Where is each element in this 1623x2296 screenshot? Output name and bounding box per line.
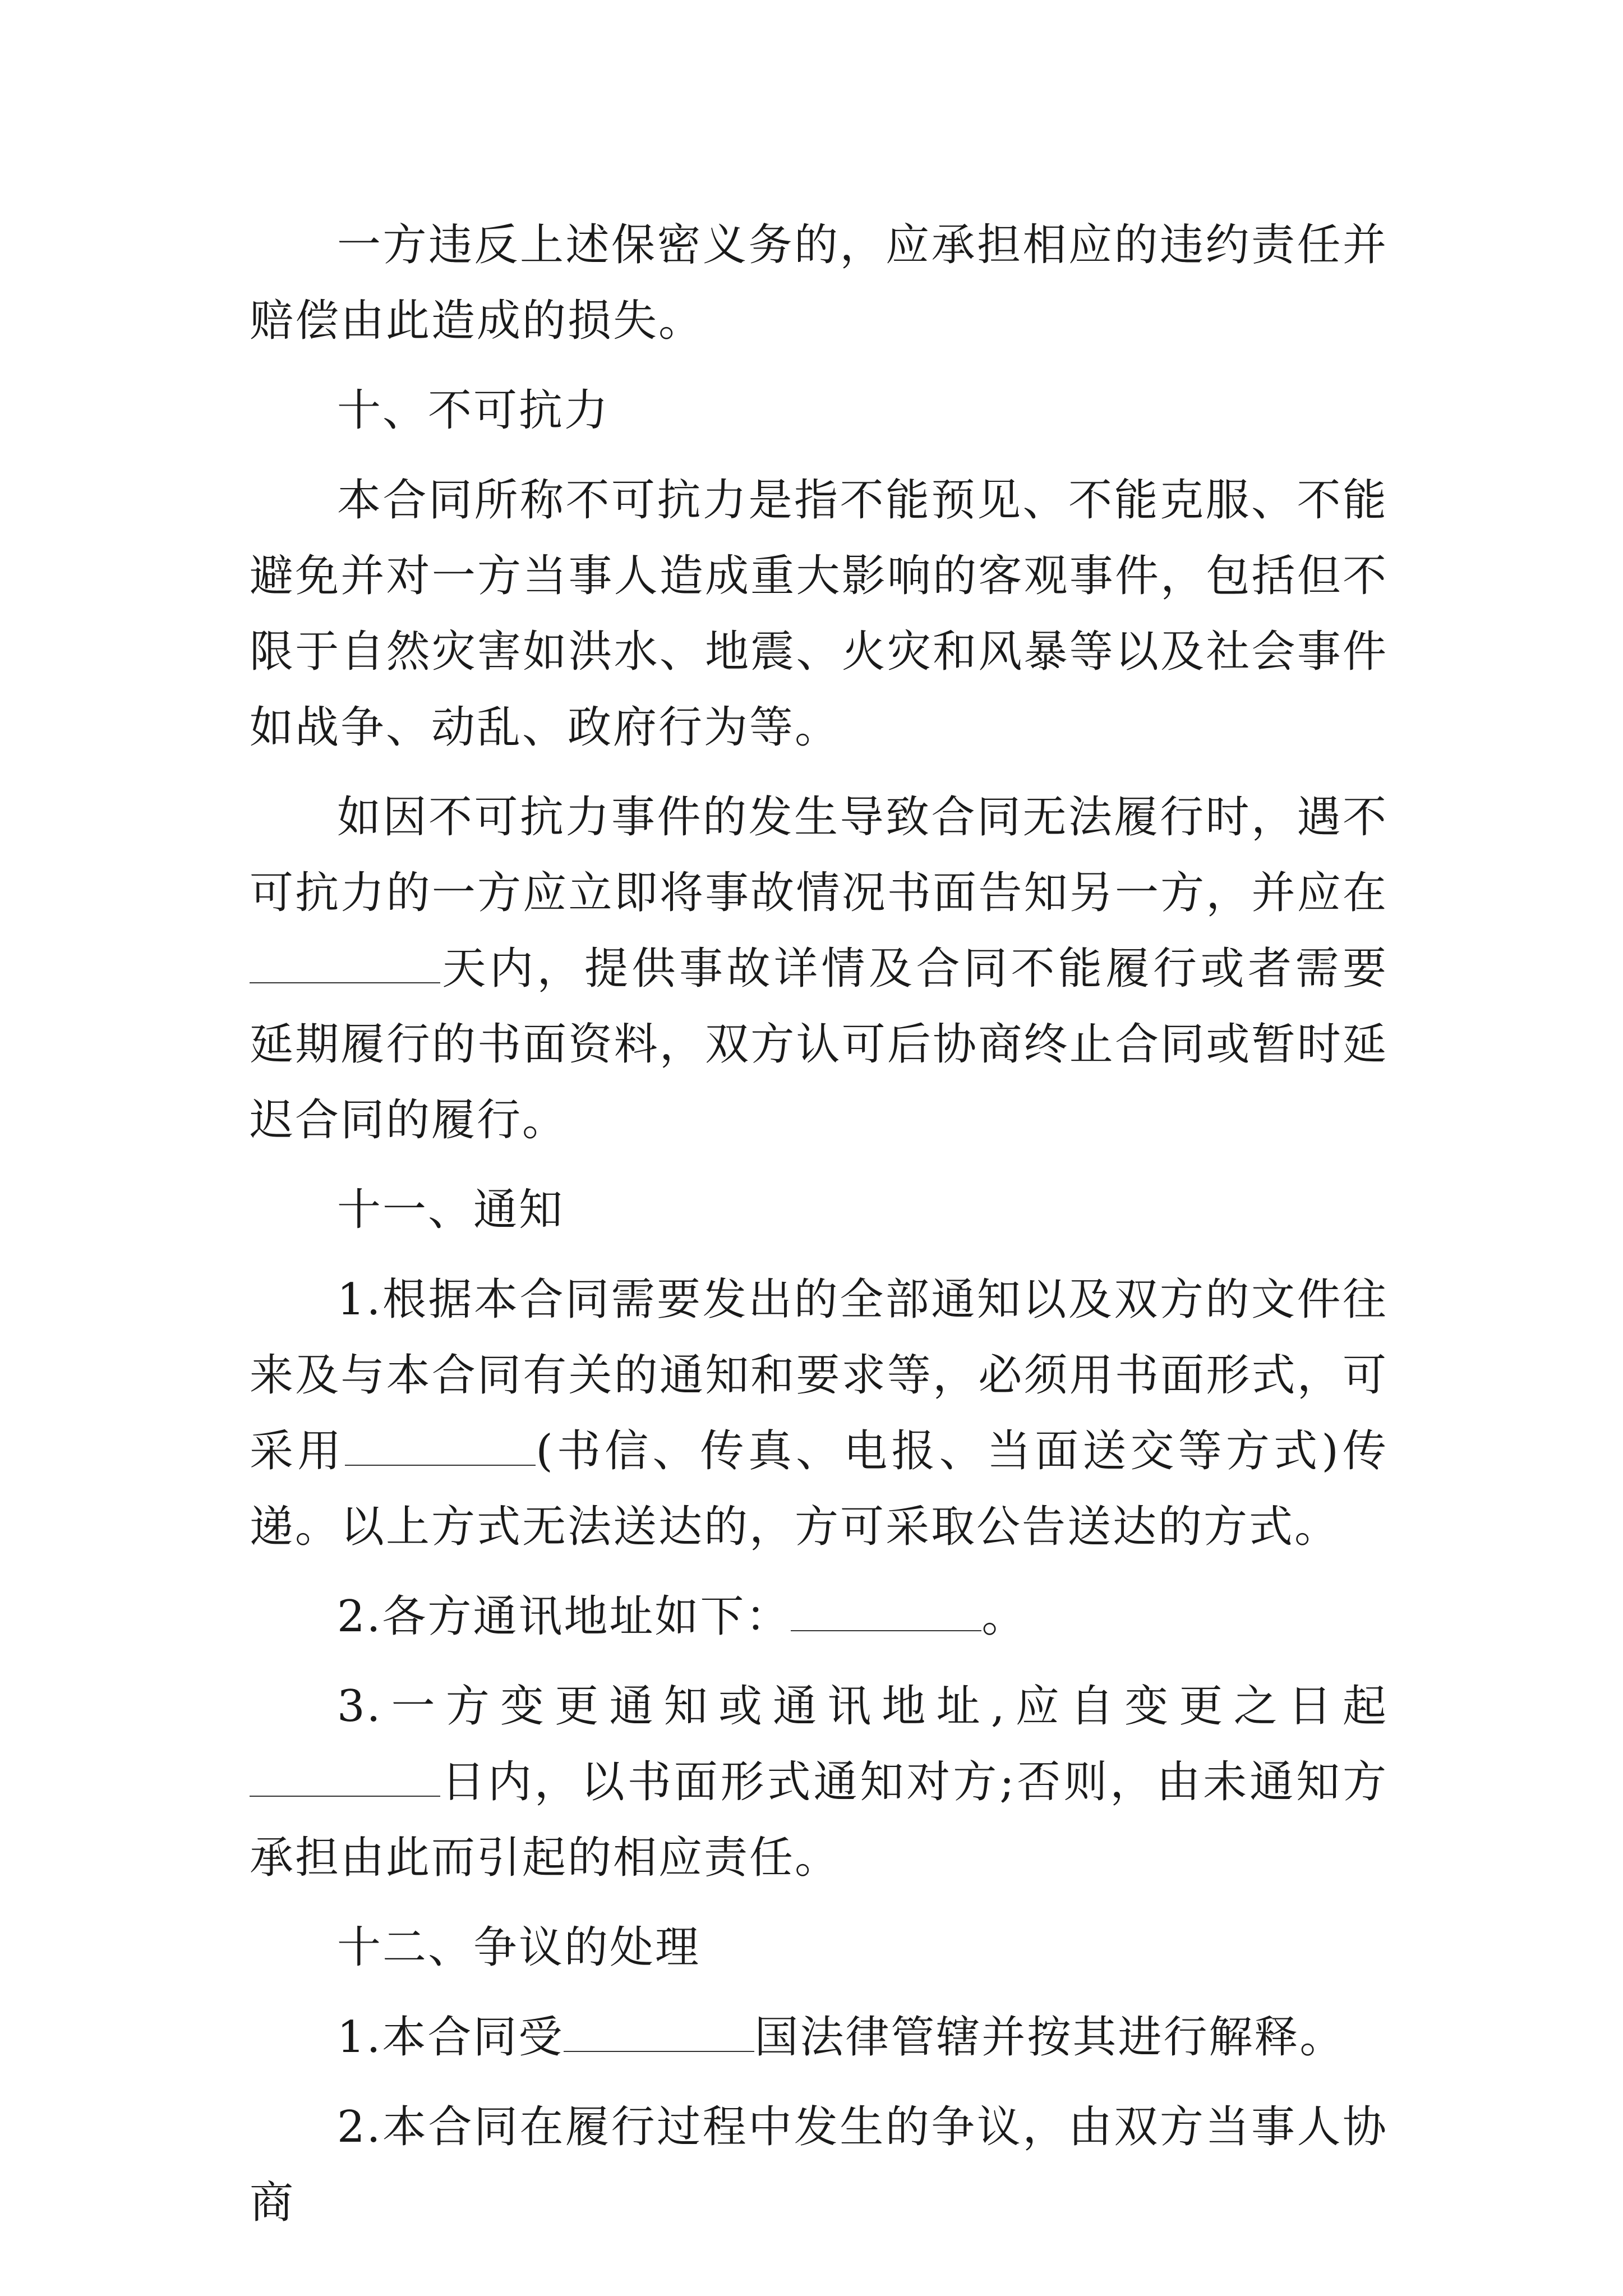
text-segment: 天内，提供事故详情及合同不能履行或者需要延期履行的书面资料，双方认可后协商终止合同或暂时延迟合同的履行。 <box>250 944 1388 1145</box>
text-segment: 如因不可抗力事件的发生导致合同无法履行时，遇不可抗力的一方应立即将事故情况书面告知另一方，并应在 <box>250 792 1388 918</box>
paragraph-p1 <box>250 208 1388 359</box>
text-segment: 1.根据本合同需要发出的全部通知以及双方的文件往来及与本合同有关的通知和要求等，必须用书面形式，可采用 <box>250 1274 1388 1476</box>
fill-in-blank[interactable] <box>250 1756 440 1797</box>
fill-in-blank[interactable] <box>345 1425 536 1466</box>
paragraph-p7 <box>250 1579 1388 1655</box>
text-segment: 十、不可抗力 <box>337 385 610 436</box>
paragraph-p11 <box>250 2090 1388 2241</box>
paragraph-p2 <box>250 373 1388 449</box>
text-segment: 本合同所称不可抗力是指不能预见、不能克服、不能避免并对一方当事人造成重大影响的客观事件，包括但不限于自然灾害如洪水、地震、火灾和风暴等以及社会事件如战争、动乱、政府行为等。 <box>250 475 1388 753</box>
fill-in-blank[interactable] <box>564 2012 754 2052</box>
paragraph-p9 <box>250 1910 1388 1986</box>
text-segment: 一方违反上述保密义务的，应承担相应的违约责任并赔偿由此造成的损失。 <box>250 220 1388 346</box>
paragraph-p3 <box>250 463 1388 766</box>
text-segment: 国法律管辖并按其进行解释。 <box>754 2012 1345 2063</box>
text-segment: (书信、传真、电报、当面送交等方式)传递。以上方式无法送达的，方可采取公告送达的方式。 <box>250 1426 1388 1552</box>
text-segment: 3.一方变更通知或通讯地址,应自变更之日起 <box>337 1681 1388 1732</box>
paragraph-p10 <box>250 2000 1388 2076</box>
paragraph-p8 <box>250 1669 1388 1896</box>
text-segment: 。 <box>981 1591 1027 1642</box>
text-segment: 十二、争议的处理 <box>337 1922 701 1973</box>
paragraph-p6 <box>250 1262 1388 1565</box>
document-page <box>250 208 1388 2241</box>
fill-in-blank[interactable] <box>791 1591 981 1631</box>
text-segment: 2.本合同在履行过程中发生的争议，由双方当事人协商 <box>250 2102 1388 2228</box>
paragraph-p4 <box>250 780 1388 1158</box>
text-segment: 2.各方通讯地址如下： <box>337 1591 791 1642</box>
fill-in-blank[interactable] <box>250 943 440 983</box>
text-segment: 日内，以书面形式通知对方;否则，由未通知方承担由此而引起的相应责任。 <box>250 1757 1388 1883</box>
paragraph-p5 <box>250 1172 1388 1248</box>
text-segment: 十一、通知 <box>337 1185 565 1235</box>
text-segment: 1.本合同受 <box>337 2012 564 2063</box>
